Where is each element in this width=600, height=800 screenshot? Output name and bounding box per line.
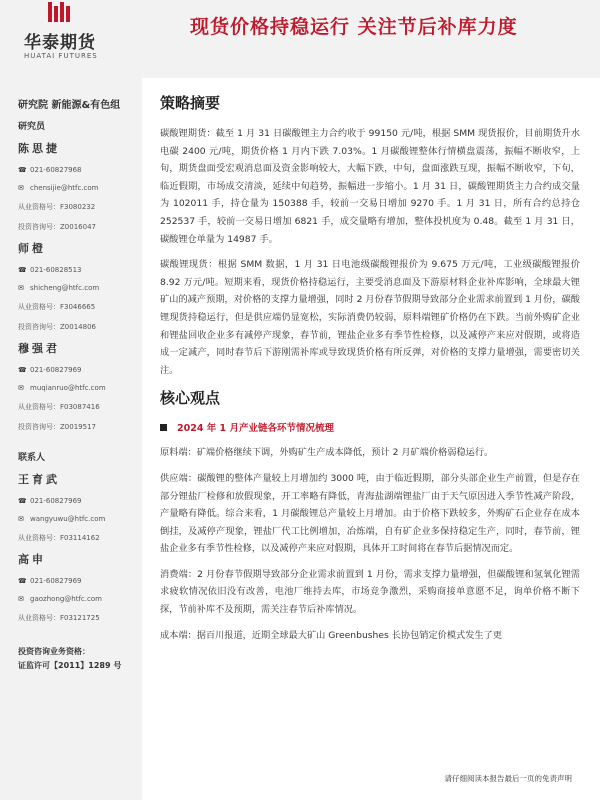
contact-phone: ☎ 021-60827969 xyxy=(18,497,82,505)
main-content xyxy=(160,92,580,652)
contact-email[interactable]: ✉ gaozhong@htfc.com xyxy=(18,595,102,603)
analyst-email[interactable]: ✉ shicheng@htfc.com xyxy=(18,284,100,292)
analyst-invest-id: 投资咨询号：Z0019517 xyxy=(18,423,96,431)
analyst-block xyxy=(18,140,142,232)
logo-text-cn: 华泰期货 xyxy=(24,33,96,53)
spot-paragraph: 碳酸锂现货：根据 SMM 数据，1 月 31 日电池级碳酸锂报价为 9.675 万元/吨，工业级碳酸锂报价 8.92 万元/吨。短期来看，现货价格持稳运行，主要受消息面及下游原材料企业补库影响，全球最大锂矿山的减产预期，对价格的支撑力量增强，同时 2 月份春节假期导致部分企业需求前置到 1 月份，碳酸锂现货持稳运行，但是供应端仍显宽松，实际消费仍较弱，原料端锂矿价格仍在下跌。当前外购矿企业和锂盐回收企业多有减停产现象，春节前，锂盐企业多有季节性检修，以及减停产来应对假期，或将造成一定减产，同时春节后下游刚需补库或导致现货价格有所反弹，对价格的支撑力量增强，需要密切关注。 xyxy=(160,259,580,376)
phone-icon: ☎ xyxy=(18,497,27,505)
contact-license: 从业资格号：F03121725 xyxy=(18,614,100,622)
analyst-phone: ☎ 021-60827969 xyxy=(18,366,82,374)
report-header xyxy=(0,0,600,78)
cert-number: 证监许可【2011】1289 号 xyxy=(18,661,122,670)
contacts-label: 联系人 xyxy=(18,453,46,463)
researchers-label: 研究员 xyxy=(18,122,46,132)
email-icon: ✉ xyxy=(18,284,24,292)
cert-label: 投资咨询业务资格： xyxy=(18,647,90,656)
phone-icon: ☎ xyxy=(18,266,27,274)
consumption-paragraph: 消费端：2 月份春节假期导致部分企业需求前置到 1 月份，需求支撑力量增强，但碳酸锂和氢氧化锂需求疲软情况依旧没有改善，电池厂维持去库，市场竞争激烈，采购商接单意愿不足，询单价格不断下探，节前补库不及预期，需关注春节后补库情况。 xyxy=(160,568,580,616)
contact-email[interactable]: ✉ wangyuwu@htfc.com xyxy=(18,515,106,523)
analyst-invest-id: 投资咨询号：Z0014806 xyxy=(18,323,96,331)
certification xyxy=(18,645,142,673)
analyst-invest-id: 投资咨询号：Z0016047 xyxy=(18,223,96,231)
analyst-name: 穆强君 xyxy=(18,342,60,355)
chain-subheading: 2024 年 1 月产业链各环节情况梳理 xyxy=(160,420,580,434)
contact-name: 王育武 xyxy=(18,473,60,486)
analyst-license: 从业资格号：F03087416 xyxy=(18,403,100,411)
logo-text-en: HUATAI FUTURES xyxy=(24,52,98,60)
analyst-phone: ☎ 021-60827968 xyxy=(18,166,82,174)
analyst-name: 师橙 xyxy=(18,242,46,255)
email-icon: ✉ xyxy=(18,515,24,523)
analyst-license: 从业资格号：F3046665 xyxy=(18,303,96,311)
author-sidebar xyxy=(0,78,142,800)
phone-icon: ☎ xyxy=(18,366,27,374)
email-icon: ✉ xyxy=(18,184,24,192)
contact-phone: ☎ 021-60827969 xyxy=(18,577,82,585)
report-title: 现货价格持稳运行 关注节后补库力度 xyxy=(190,16,518,38)
phone-icon: ☎ xyxy=(18,577,27,585)
analyst-block xyxy=(18,340,142,432)
analyst-email[interactable]: ✉ chensijie@htfc.com xyxy=(18,184,99,192)
core-view-heading: 核心观点 xyxy=(160,389,221,408)
analyst-license: 从业资格号：F3080232 xyxy=(18,203,96,211)
contact-block xyxy=(18,551,142,623)
contact-license: 从业资格号：F03114162 xyxy=(18,534,100,542)
futures-paragraph: 碳酸锂期货：截至 1 月 31 日碳酸锂主力合约收于 99150 元/吨，根据 SMM 现货报价，目前期货升水电碳 2400 元/吨，期货价格 1 月内下跌 7.03%。1 月碳酸锂整体行情横盘震荡，振幅不断收窄，上旬，期货盘面受宏观消息面及资金影响较大，大幅下跌，中旬，盘面涨跌互现，振幅不断收窄，下旬，临近假期，市场成交清淡，延续中旬趋势，振幅进一步缩小。1 月 31 日，碳酸锂期货主力合约成交量为 102011 手，持仓量为 150388 手，较前一交易日增加 9270 手。1 月 31 日，所有合约总持仓 252537 手，较前一交易日增加 6821 手，成交量略有增加，整体投机度为 0.48。截至 1 月 31 日，碳酸锂仓单量为 14987 手。 xyxy=(160,128,580,245)
company-logo xyxy=(8,0,128,72)
department-label: 研究院 新能源&有色组 xyxy=(18,100,121,111)
phone-icon: ☎ xyxy=(18,166,27,174)
disclaimer-note: 请仔细阅读本报告最后一页的免责声明 xyxy=(444,774,572,783)
raw-material-paragraph: 原料端：矿端价格继续下调，外购矿生产成本降低，预计 2 月矿端价格弱稳运行。 xyxy=(160,447,494,459)
email-icon: ✉ xyxy=(18,595,24,603)
email-icon: ✉ xyxy=(18,384,24,392)
analyst-phone: ☎ 021-60828513 xyxy=(18,266,82,274)
contact-name: 高申 xyxy=(18,553,46,566)
strategy-summary-heading: 策略摘要 xyxy=(160,94,221,112)
logo-mark-icon xyxy=(46,2,74,22)
cost-paragraph: 成本端：据百川报道，近期全球最大矿山 Greenbushes 长协包销定价模式发生了更 xyxy=(160,629,502,641)
square-bullet-icon xyxy=(160,424,167,431)
analyst-block xyxy=(18,240,142,332)
contact-block xyxy=(18,471,142,543)
analyst-name: 陈思捷 xyxy=(18,142,60,155)
supply-paragraph: 供应端：碳酸锂的整体产量较上月增加约 3000 吨，由于临近假期，部分头部企业生产前置，但是存在部分锂盐厂检修和放假现象，开工率略有降低，青海盐湖端锂盐厂由于天气原因进入季节性减产阶段，产量略有降低。综合来看，1 月碳酸锂总产量较上月增加。由于价格下跌较多，外购矿石企业存在成本倒挂，及减停产现象，锂盐厂代工比例增加，冶炼端，自有矿企业多保持稳定生产，同时，春节前，锂盐企业多有季节性检修，以及减停产来应对假期，具体开工时间将在春节后据情况而定。 xyxy=(160,472,580,555)
analyst-email[interactable]: ✉ muqianruo@htfc.com xyxy=(18,384,106,392)
